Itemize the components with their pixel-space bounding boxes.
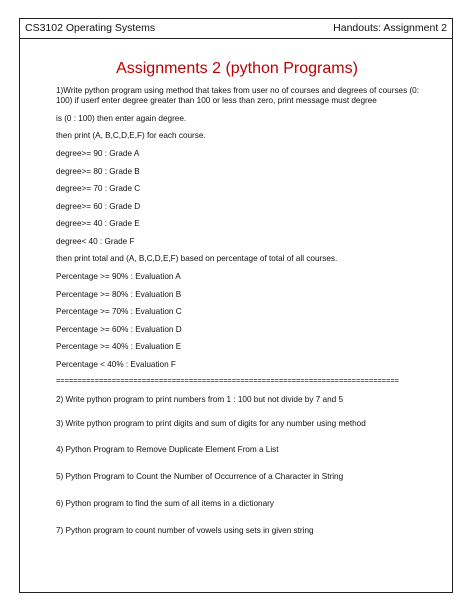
evaluation-rule-b: Percentage >= 80% : Evaluation B (56, 290, 182, 299)
evaluation-rule-a: Percentage >= 90% : Evaluation A (56, 272, 181, 281)
assignment-title: Assignments 2 (python Programs) (116, 60, 358, 77)
evaluation-rule-e: Percentage >= 40% : Evaluation E (56, 342, 182, 351)
question-1-line-4: then print (A, B,C,D,E,F) for each course. (56, 131, 206, 140)
grade-rule-f: degree< 40 : Grade F (56, 237, 135, 246)
question-7: 7) Python program to count number of vowels using sets in given string (56, 526, 314, 535)
question-2: 2) Write python program to print numbers from 1 : 100 but not divide by 7 and 5 (56, 395, 344, 404)
evaluation-rule-f: Percentage < 40% : Evaluation F (56, 360, 176, 369)
section-separator: ================================================================================ (56, 378, 399, 386)
question-1-line-2: 100) if userf enter degree greater than 100 or less than zero, print message must degree (56, 96, 377, 105)
question-1-line-1: 1)Write python program using method that takes from user no of courses and degrees of courses (0: (56, 86, 420, 95)
grade-rule-e: degree>= 40 : Grade E (56, 219, 140, 228)
handout-title: Handouts: Assignment 2 (333, 22, 447, 34)
evaluation-rule-d: Percentage >= 60% : Evaluation D (56, 325, 182, 334)
question-6: 6) Python program to find the sum of all items in a dictionary (56, 499, 274, 508)
grade-rule-a: degree>= 90 : Grade A (56, 149, 140, 158)
question-4: 4) Python Program to Remove Duplicate Element From a List (56, 445, 279, 454)
question-1-line-5: then print total and (A, B,C,D,E,F) based on percentage of total of all courses. (56, 254, 338, 263)
page-header (19, 18, 453, 39)
course-title: CS3102 Operating Systems (25, 22, 156, 34)
grade-rule-b: degree>= 80 : Grade B (56, 167, 140, 176)
grade-rule-c: degree>= 70 : Grade C (56, 184, 141, 193)
question-1-line-3: is (0 : 100) then enter again degree. (56, 114, 187, 123)
evaluation-rule-c: Percentage >= 70% : Evaluation C (56, 307, 182, 316)
grade-rule-d: degree>= 60 : Grade D (56, 202, 141, 211)
question-3: 3) Write python program to print digits and sum of digits for any number using method (56, 419, 366, 428)
question-5: 5) Python Program to Count the Number of Occurrence of a Character in String (56, 472, 344, 481)
